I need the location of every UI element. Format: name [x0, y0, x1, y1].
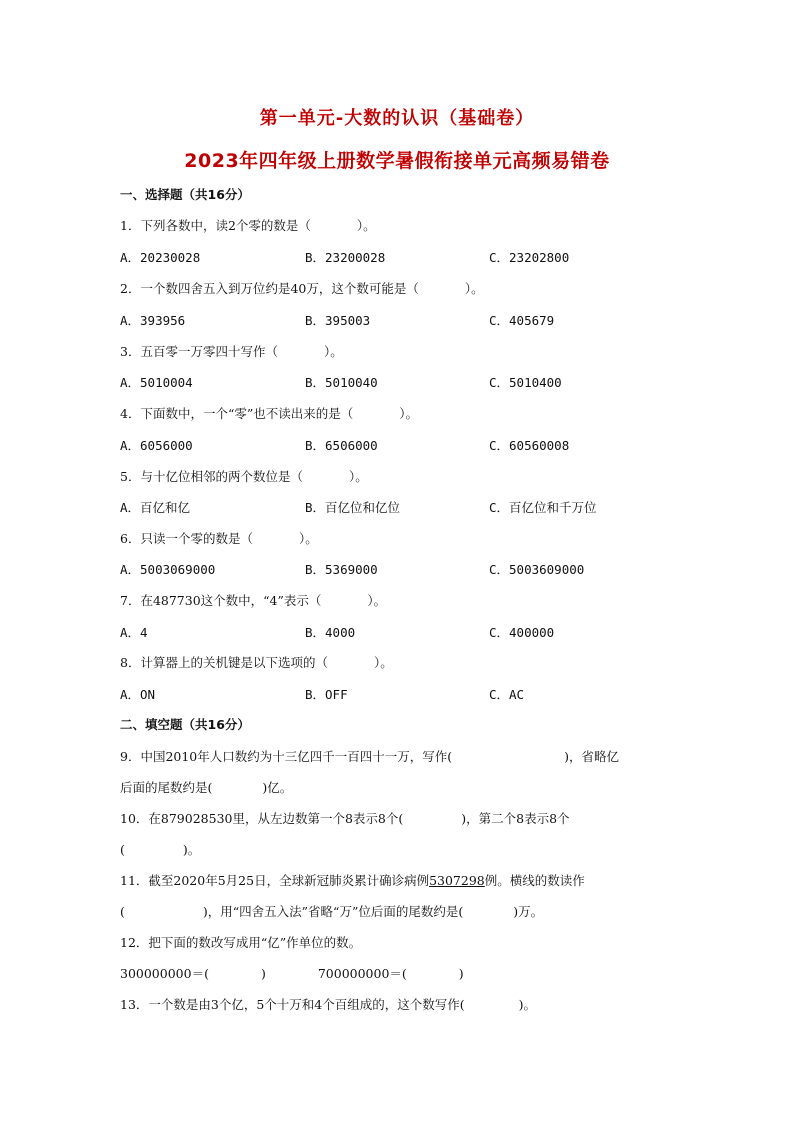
q8-text-end: ）。 [373, 655, 393, 670]
q11-text-mid: 例。横线的数读作 [484, 873, 585, 888]
q10-text-2: ( [120, 842, 125, 857]
q2-option-b: B．395003 [305, 313, 371, 328]
q2-option-a: A．393956 [120, 313, 186, 328]
q6-option-b: B．5369000 [305, 562, 378, 577]
q1-option-c: C．23202800 [489, 250, 570, 265]
q12-text-d: ) [458, 966, 464, 981]
q8-option-b: B．OFF [305, 687, 348, 702]
q5-text-end: ）。 [348, 469, 368, 484]
question-8-stem [120, 655, 393, 671]
q4-option-b: B．6506000 [305, 438, 378, 453]
q4-text: 4．下面数中，一个“零”也不读出来的是（ [120, 406, 354, 421]
q2-text-end: ）。 [464, 281, 484, 296]
question-3-stem [120, 344, 343, 360]
exam-title: 第一单元-大数的认识（基础卷） [259, 108, 535, 129]
q1-text-end: ）。 [356, 218, 376, 233]
question-10-line-1 [120, 811, 570, 827]
q7-text-end: ）。 [367, 593, 387, 608]
q3-text-end: ）。 [323, 344, 343, 359]
q10-text-end: )。 [182, 842, 201, 857]
q5-option-b: B．百亿位和亿位 [305, 500, 401, 515]
q3-option-a: A．5010004 [120, 375, 193, 390]
q12-text-c: 700000000＝( [317, 966, 407, 981]
q4-text-end: ）。 [399, 406, 419, 421]
question-7-stem [120, 593, 386, 609]
q5-option-a: A．百亿和亿 [120, 500, 191, 515]
question-1-stem [120, 218, 376, 234]
q13-text: 13．一个数是由3个亿，5个十万和4个百组成的，这个数写作( [120, 997, 465, 1012]
q4-option-a: A．6056000 [120, 438, 193, 453]
question-9-line-2 [120, 780, 292, 796]
exam-subtitle: 2023年四年级上册数学暑假衔接单元高频易错卷 [184, 150, 610, 172]
question-5-stem [120, 469, 368, 485]
question-2-stem [120, 281, 484, 297]
question-11-line-1 [120, 873, 585, 889]
q9-text: 9．中国2010年人口数约为十三亿四千一百四十一万，写作( [120, 749, 453, 764]
section-heading-fill: 二、填空题（共16分） [120, 717, 250, 732]
q13-text-end: )。 [518, 997, 537, 1012]
q9-text-mid: )，省略亿 [564, 749, 620, 764]
q3-option-c: C．5010400 [489, 375, 562, 390]
question-9-line-1 [120, 749, 619, 765]
q7-option-a: A．4 [120, 625, 148, 640]
q11-text-2: ( [120, 904, 125, 919]
q3-option-b: B．5010040 [305, 375, 378, 390]
q7-option-c: C．400000 [489, 625, 555, 640]
q1-option-a: A．20230028 [120, 250, 201, 265]
q8-option-a: A．ON [120, 687, 156, 702]
q11-text-3: )，用“四舍五入法”省略“万”位后面的尾数约是( [202, 904, 464, 919]
q6-option-c: C．5003609000 [489, 562, 585, 577]
q8-text: 8．计算器上的关机键是以下选项的（ [120, 655, 328, 670]
q12-text-b: ) [260, 966, 266, 981]
q11-text-end: )万。 [513, 904, 544, 919]
question-13-line-1 [120, 997, 536, 1013]
q4-option-c: C．60560008 [489, 438, 570, 453]
q6-text: 6．只读一个零的数是（ [120, 531, 253, 546]
q7-text: 7．在487730这个数中，“4”表示（ [120, 593, 322, 608]
q1-text: 1．下列各数中，读2个零的数是（ [120, 218, 311, 233]
q9-text-end: )亿。 [262, 780, 293, 795]
question-11-line-2 [120, 904, 543, 920]
q10-text: 10．在879028530里，从左边数第一个8表示8个( [120, 811, 404, 826]
question-6-stem [120, 531, 318, 547]
q3-text: 3．五百零一万零四十写作（ [120, 344, 278, 359]
q1-option-b: B．23200028 [305, 250, 386, 265]
q6-text-end: ）。 [298, 531, 318, 546]
q2-text: 2．一个数四舍五入到万位约是40万，这个数可能是（ [120, 281, 419, 296]
q12-text-a: 300000000＝( [120, 966, 209, 981]
q7-option-b: B．4000 [305, 625, 356, 640]
question-12-line-2 [120, 966, 464, 982]
question-4-stem [120, 406, 418, 422]
q10-text-mid: )，第二个8表示8个 [461, 811, 570, 826]
q5-option-c: C．百亿位和千万位 [489, 500, 597, 515]
q11-text: 11．截至2020年5月25日，全球新冠肺炎累计确诊病例 [120, 873, 430, 888]
q2-option-c: C．405679 [489, 313, 555, 328]
q5-text: 5．与十亿位相邻的两个数位是（ [120, 469, 303, 484]
underlined-number: 5307298 [429, 873, 485, 888]
q9-text-2: 后面的尾数约是( [120, 780, 213, 795]
question-12-line-1: 12．把下面的数改写成用“亿”作单位的数。 [120, 935, 362, 950]
question-10-line-2 [120, 842, 200, 858]
q6-option-a: A．5003069000 [120, 562, 216, 577]
section-heading-choice: 一、选择题（共16分） [120, 187, 250, 202]
q8-option-c: C．AC [489, 687, 525, 702]
